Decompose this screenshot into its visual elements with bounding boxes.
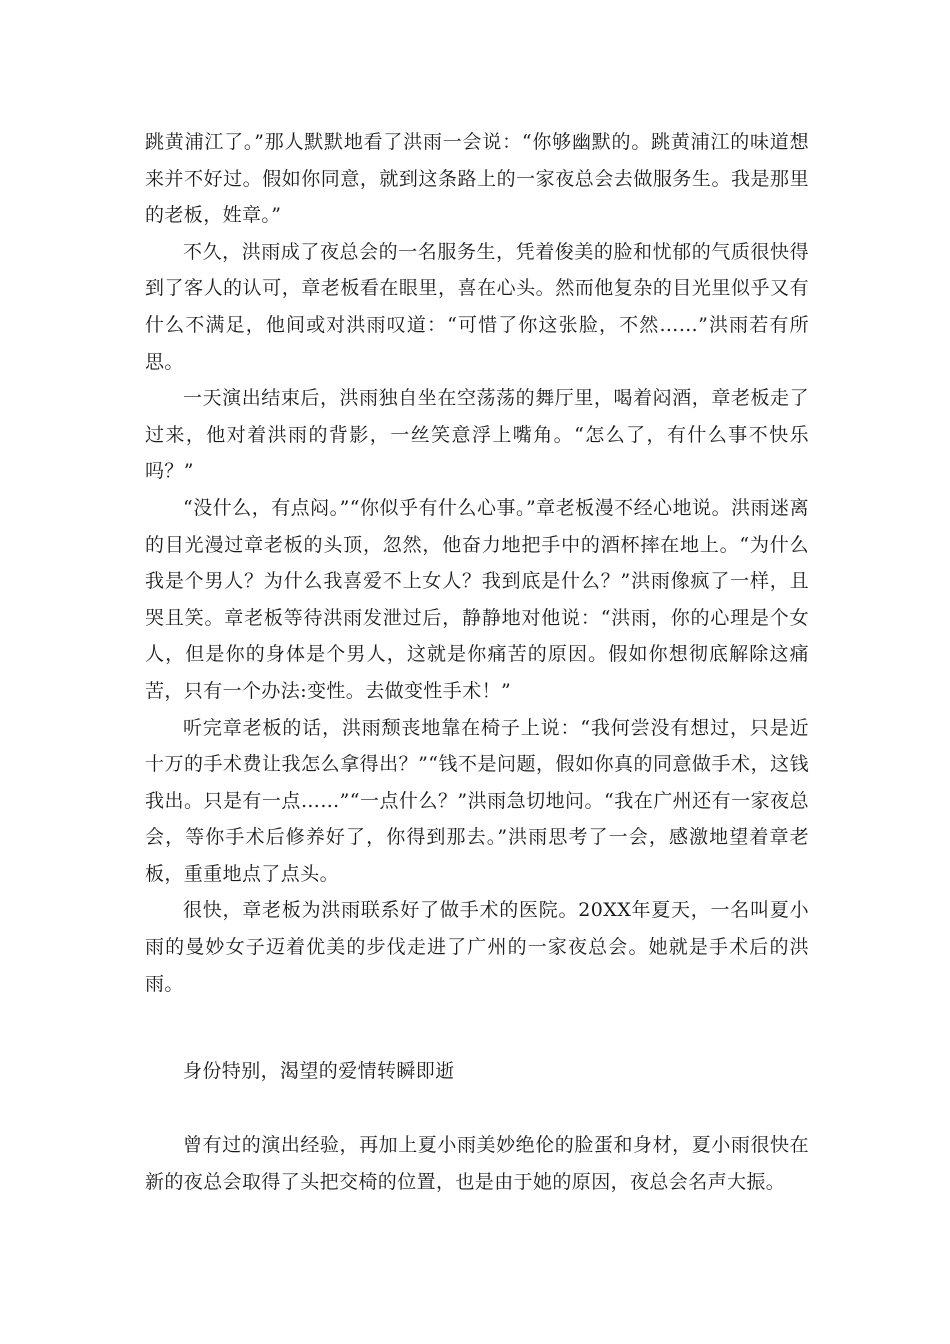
paragraph-2: 不久，洪雨成了夜总会的一名服务生，凭着俊美的脸和忧郁的气质很快得到了客人的认可，章老板看在眼里，喜在心头。然而他复杂的目光里似乎又有什么不满足，他间或对洪雨叹道：“可惜了你这张脸，不然……”洪雨若有所思。 xyxy=(145,240,809,373)
article-body xyxy=(145,124,809,1002)
article-body-continued xyxy=(145,1127,809,1200)
paragraph-4: “没什么，有点闷。”“你似乎有什么心事。”章老板漫不经心地说。洪雨迷离的目光漫过章老板的头顶，忽然，他奋力地把手中的酒杯摔在地上。“为什么我是个男人？为什么我喜爱不上女人？我到底是什么？”洪雨像疯了一样，且哭且笑。章老板等待洪雨发泄过后，静静地对他说：“洪雨，你的心理是个女人，但是你的身体是个男人，这就是你痛苦的原因。假如你想彻底解除这痛苦，只有一个办法:变性。去做变性手术！” xyxy=(145,496,809,702)
paragraph-7: 曾有过的演出经验，再加上夏小雨美妙绝伦的脸蛋和身材，夏小雨很快在新的夜总会取得了头把交椅的位置，也是由于她的原因，夜总会名声大振。 xyxy=(145,1134,809,1193)
section-heading: 身份特别，渴望的爱情转瞬即逝 xyxy=(183,1060,455,1082)
paragraph-5: 听完章老板的话，洪雨颓丧地靠在椅子上说：“我何尝没有想过，只是近十万的手术费让我怎么拿得出？”“钱不是问题，假如你真的同意做手术，这钱我出。只是有一点……”“一点什么？”洪雨急切地问。“我在广州还有一家夜总会，等你手术后修养好了，你得到那去。”洪雨思考了一会，感激地望着章老板，重重地点了点头。 xyxy=(145,716,809,885)
paragraph-1: 跳黄浦江了。”那人默默地看了洪雨一会说：“你够幽默的。跳黄浦江的味道想来并不好过。假如你同意，就到这条路上的一家夜总会去做服务生。我是那里的老板，姓章。” xyxy=(145,131,809,227)
paragraph-3: 一天演出结束后，洪雨独自坐在空荡荡的舞厅里，喝着闷酒，章老板走了过来，他对着洪雨的背影，一丝笑意浮上嘴角。“怎么了，有什么事不快乐吗？” xyxy=(145,387,809,483)
paragraph-6: 很快，章老板为洪雨联系好了做手术的医院。20XX年夏天，一名叫夏小雨的曼妙女子迈着优美的步伐走进了广州的一家夜总会。她就是手术后的洪雨。 xyxy=(145,899,809,995)
